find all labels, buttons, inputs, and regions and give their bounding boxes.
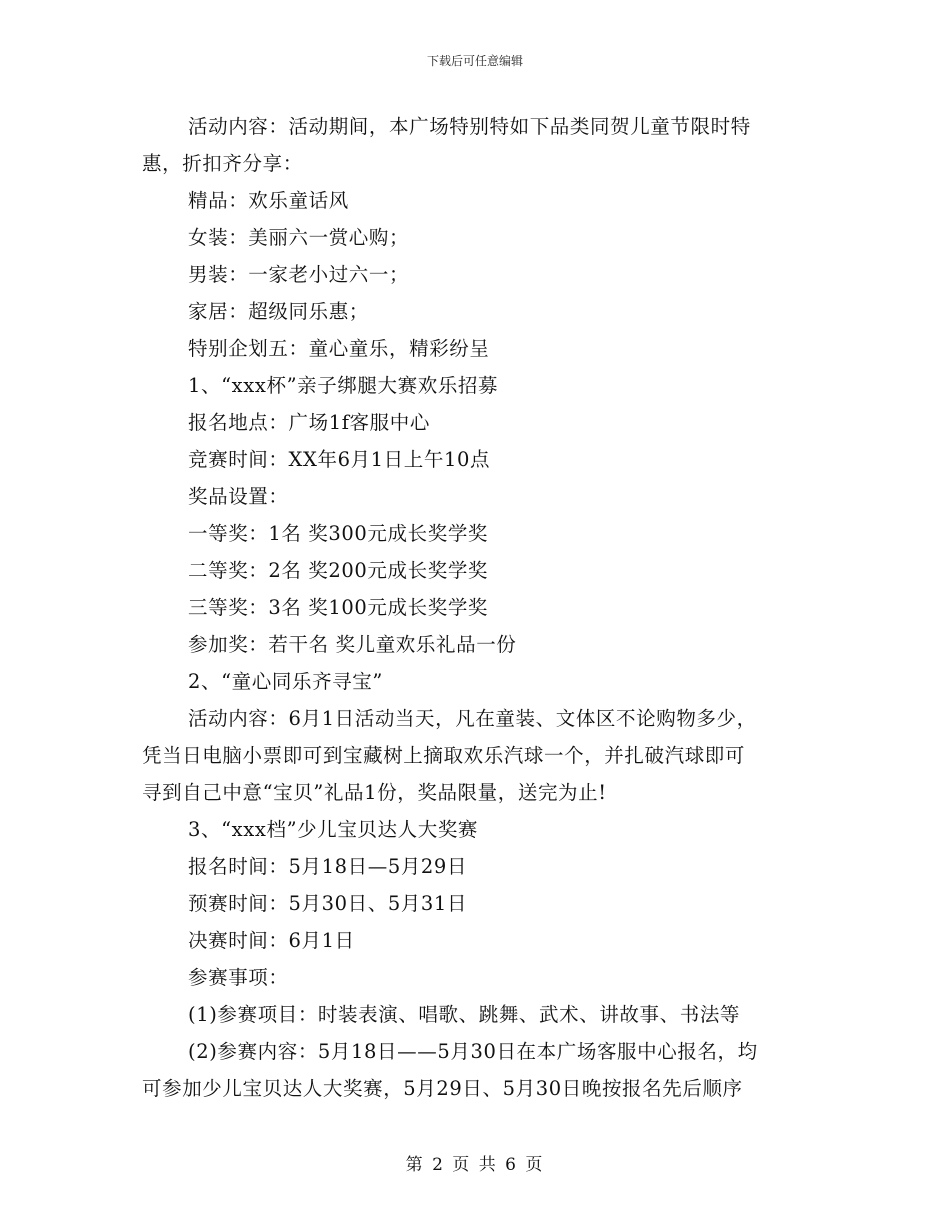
paragraph-line: 报名地点：广场1f客服中心 [188,411,430,434]
paragraph-line: 预赛时间：5月30日、5月31日 [188,892,468,915]
paragraph-line: 活动内容：活动期间，本广场特别特如下品类同贺儿童节限时特 [188,115,751,138]
section-heading: 1、“xxx杯”亲子绑腿大赛欢乐招募 [188,374,499,397]
prize-line: 三等奖：3名 奖100元成长奖学奖 [188,596,489,619]
paragraph-line: 惠，折扣齐分享： [142,152,303,175]
prize-line: 参加奖：若干名 奖儿童欢乐礼品一份 [188,633,517,656]
paragraph-line: (1)参赛项目：时装表演、唱歌、跳舞、武术、讲故事、书法等 [188,1003,741,1026]
paragraph-line: 可参加少儿宝贝达人大奖赛，5月29日、5月30日晚按报名先后顺序 [142,1077,743,1100]
paragraph-line: 精品：欢乐童话风 [188,189,349,212]
paragraph-line: 女装：美丽六一赏心购； [188,226,410,249]
paragraph-line: (2)参赛内容：5月18日——5月30日在本广场客服中心报名，均 [188,1040,758,1063]
paragraph-line: 活动内容：6月1日活动当天，凡在童装、文体区不论购物多少， [188,707,757,730]
section-heading: 特别企划五：童心童乐，精彩纷呈 [188,337,490,360]
section-heading: 2、“童心同乐齐寻宝” [188,670,383,693]
paragraph-line: 奖品设置： [188,485,289,508]
page-number-footer: 第 2 页 共 6 页 [405,1155,545,1175]
paragraph-line: 报名时间：5月18日—5月29日 [188,855,468,878]
paragraph-line: 凭当日电脑小票即可到宝藏树上摘取欢乐汽球一个，并扎破汽球即可 [142,744,746,767]
prize-line: 二等奖：2名 奖200元成长奖学奖 [188,559,489,582]
document-body [142,108,812,1107]
paragraph-line: 参赛事项： [188,966,289,989]
paragraph-line: 寻到自己中意“宝贝”礼品1份，奖品限量，送完为止! [142,781,607,804]
prize-line: 一等奖：1名 奖300元成长奖学奖 [188,522,489,545]
paragraph-line: 竞赛时间：XX年6月1日上午10点 [188,448,491,471]
section-heading: 3、“xxx档”少儿宝贝达人大奖赛 [188,818,479,841]
paragraph-line: 决赛时间：6月1日 [188,929,355,952]
page-header-note: 下载后可任意编辑 [426,54,523,68]
paragraph-line: 家居：超级同乐惠； [188,300,369,323]
paragraph-line: 男装：一家老小过六一； [188,263,410,286]
